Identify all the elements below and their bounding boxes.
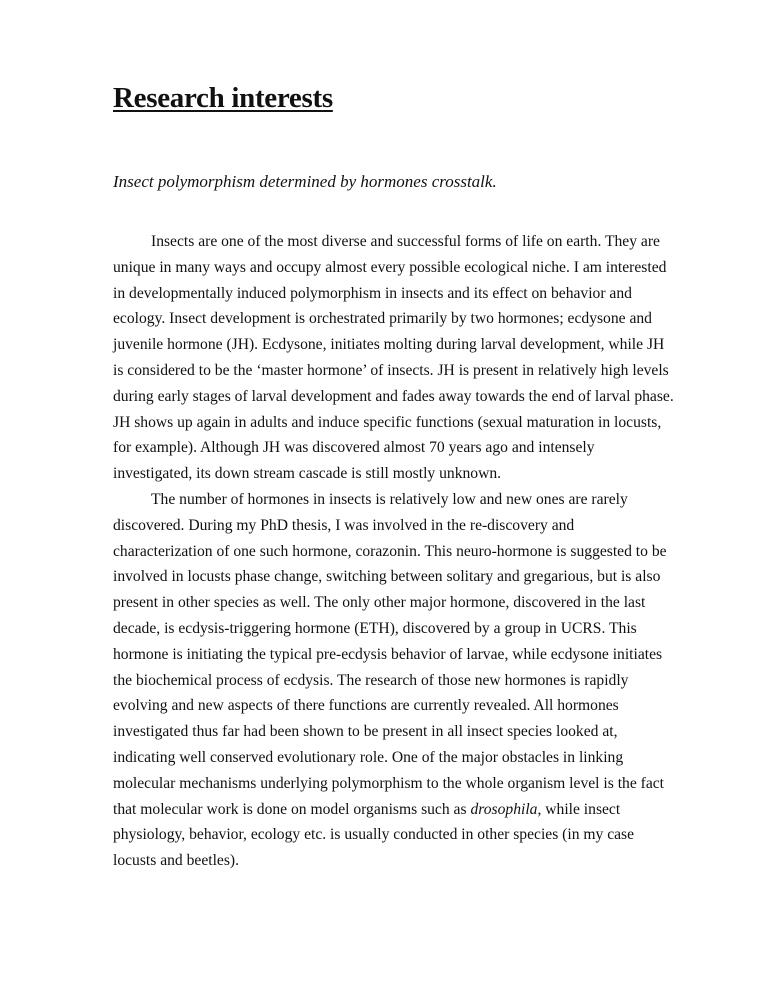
paragraph-line: juvenile hormone (JH). Ecdysone, initiates molting during larval development, while JH xyxy=(113,336,665,354)
paragraph-2 xyxy=(113,487,674,797)
paragraph-2-end xyxy=(113,822,674,874)
paragraph-line: involved in locusts phase change, switching between solitary and gregarious, but is also xyxy=(113,568,661,586)
paragraph-line: present in other species as well. The only other major hormone, discovered in the last xyxy=(113,594,646,612)
species-name: drosophila xyxy=(470,800,538,818)
paragraph-line: the biochemical process of ecdysis. The research of those new hormones is rapidly xyxy=(113,671,629,689)
paragraph-line: locusts and beetles). xyxy=(113,852,240,870)
paragraph-line xyxy=(113,797,674,823)
line-text: , while insect xyxy=(537,800,621,818)
paragraph-line: decade, is ecdysis-triggering hormone (ETH), discovered by a group in UCRS. This xyxy=(113,619,637,637)
paragraph-line: is considered to be the ‘master hormone’ of insects. JH is present in relatively high levels xyxy=(113,361,669,379)
paragraph-line: characterization of one such hormone, corazonin. This neuro-hormone is suggested to be xyxy=(113,542,667,560)
paragraph-line: molecular mechanisms underlying polymorphism to the whole organism level is the fact xyxy=(113,774,665,792)
paragraph-line: during early stages of larval development and fades away towards the end of larval phase. xyxy=(113,387,674,405)
paragraph-line: Insects are one of the most diverse and successful forms of life on earth. They are xyxy=(151,233,660,250)
paragraph-line: investigated, its down stream cascade is still mostly unknown. xyxy=(113,465,502,483)
paragraph-line: in developmentally induced polymorphism in insects and its effect on behavior and xyxy=(113,284,632,302)
paragraph-line: JH shows up again in adults and induce specific functions (sexual maturation in locusts, xyxy=(113,413,662,431)
section-subtitle: Insect polymorphism determined by hormones crosstalk. xyxy=(113,172,497,191)
paragraph-1 xyxy=(113,229,674,487)
paragraph-line: investigated thus far had been shown to be present in all insect species looked at, xyxy=(113,723,618,741)
paragraph-line: evolving and new aspects of there functions are currently revealed. All hormones xyxy=(113,697,619,715)
paragraph-line: for example). Although JH was discovered almost 70 years ago and intensely xyxy=(113,439,595,457)
paragraph-line: ecology. Insect development is orchestrated primarily by two hormones; ecdysone and xyxy=(113,310,652,328)
paragraph-line: physiology, behavior, ecology etc. is usually conducted in other species (in my case xyxy=(113,826,635,844)
body-text xyxy=(113,229,674,874)
paragraph-line: hormone is initiating the typical pre-ecdysis behavior of larvae, while ecdysone initiates xyxy=(113,645,663,663)
paragraph-line: The number of hormones in insects is relatively low and new ones are rarely xyxy=(151,490,628,508)
paragraph-line: discovered. During my PhD thesis, I was involved in the re-discovery and xyxy=(113,516,575,534)
paragraph-line: unique in many ways and occupy almost every possible ecological niche. I am interested xyxy=(113,258,667,276)
page-title: Research interests xyxy=(113,82,333,114)
line-text: that molecular work is done on model organisms such as xyxy=(113,800,471,818)
paragraph-line: indicating well conserved evolutionary role. One of the major obstacles in linking xyxy=(113,748,624,766)
